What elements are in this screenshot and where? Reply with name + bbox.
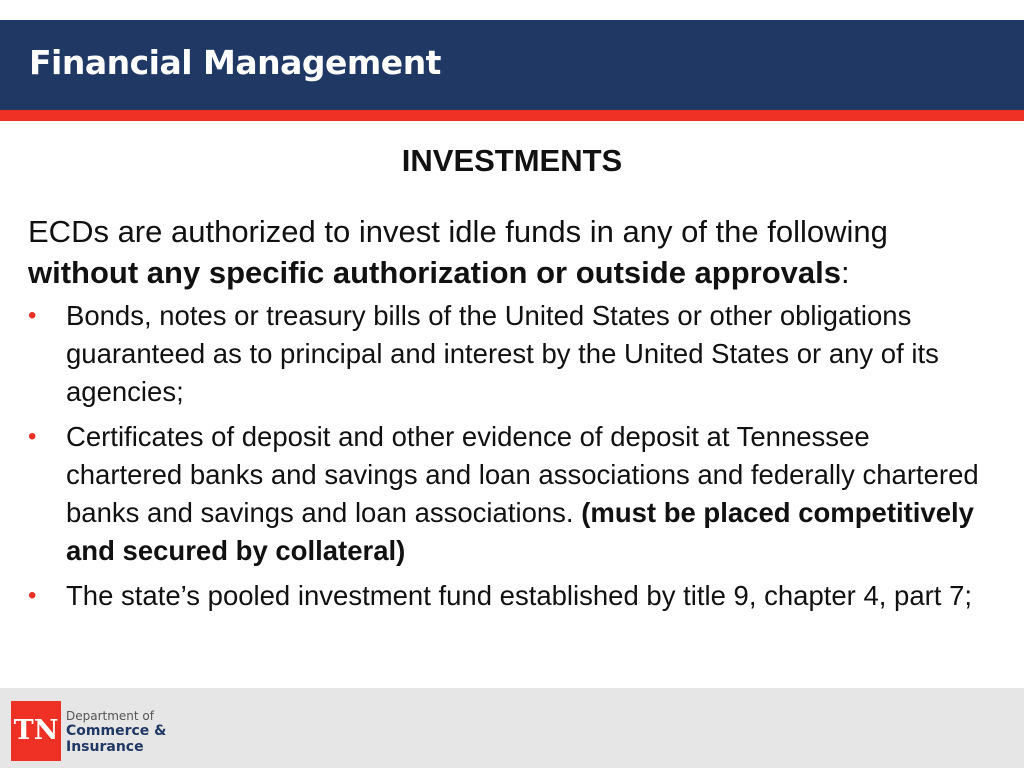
section-heading: INVESTMENTS — [401, 143, 623, 178]
bullet-text: Bonds, notes or treasury bills of the United States or other obligations guaranteed as to principal and interest by the United States or any of its agencies; — [66, 300, 939, 407]
bullet-icon: • — [28, 582, 37, 609]
bullet-bold-text: (must be placed competitively and secured by collateral) — [66, 497, 974, 566]
logo-line-commerce: Commerce & — [66, 723, 167, 739]
bullet-item — [28, 297, 988, 411]
bullet-icon: • — [28, 302, 37, 329]
intro-text: ECDs are authorized to invest idle funds in any of the following — [28, 214, 888, 249]
intro-suffix: : — [841, 255, 850, 290]
intro-paragraph — [28, 211, 988, 293]
bullet-text: The state’s pooled investment fund established by title 9, chapter 4, part 7; — [66, 580, 973, 611]
logo-line-insurance: Insurance — [66, 739, 144, 755]
bullet-icon: • — [28, 423, 37, 450]
slide-content — [28, 211, 988, 622]
tn-logo-icon: TN — [11, 701, 61, 761]
bullet-list — [28, 297, 988, 615]
bullet-text: Certificates of deposit and other evidence of deposit at Tennessee chartered banks and savings and loan associations and federally chartered banks and savings and loan associations. — [66, 421, 979, 528]
page-title: Financial Management — [29, 43, 441, 82]
bullet-item — [28, 418, 988, 570]
header-accent-rule — [0, 110, 1024, 121]
department-logo-text — [66, 710, 166, 754]
intro-bold-text: without any specific authorization or outside approvals — [28, 255, 841, 290]
bullet-item — [28, 577, 988, 615]
logo-line-department: Department of — [66, 709, 154, 723]
